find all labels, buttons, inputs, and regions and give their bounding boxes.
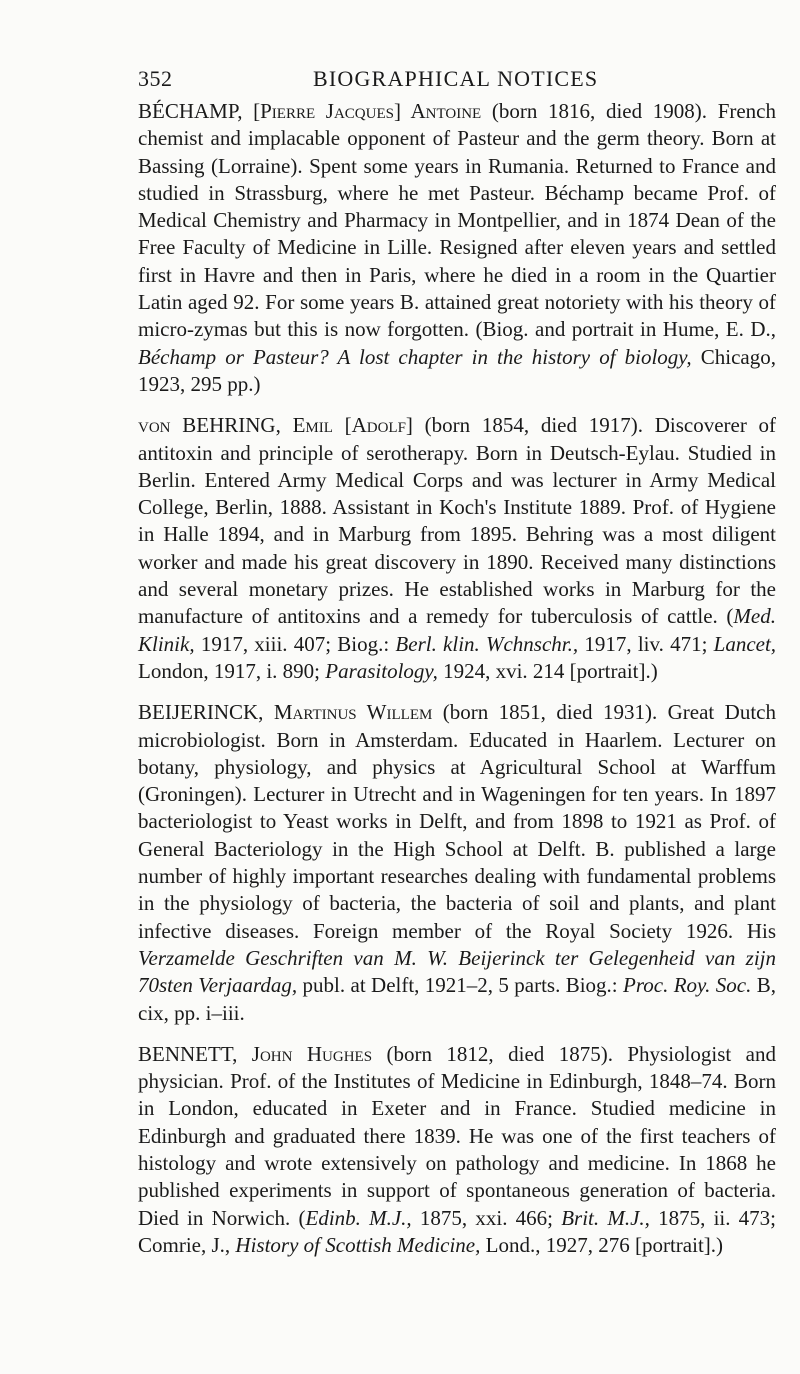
entry-reference-detail: 1875, xxi. 466; [419,1205,553,1230]
page-header [138,66,778,96]
entry-surname: BEIJERINCK, [138,700,264,725]
entry-text: (born 1812, died 1875). Physiologist and physician. Prof. of the Institutes of Medicine in Edinburgh, 1848–74. Born in London, educated in Exeter and in France. Studied medicine in Edinburgh and graduated there 1839. He was one of the first teachers of histology and wrote extensively on pathology and medicine. In 1868 he published experiments in support of spontaneous generation of bacteria. Died in Norwich. ( [138,1041,776,1230]
entry-text: (born 1816, died 1908). French chemist and implacable opponent of Pasteur and the germ theory. Born at Bassing (Lorraine). Spent some years in Rumania. Returned to France and studied in Strassburg, where he met Pasteur. Béchamp became Prof. of Medical Chemistry and Pharmacy in Montpellier, and in 1874 Dean of the Free Faculty of Medicine in Lille. Resigned after eleven years and settled first in Havre and then in Paris, where he died in a room in the Quartier Latin aged 92. For some years B. attained great notoriety with his theory of micro-zymas but this is now forgotten. (Biog. and portrait in Hume, E. D., [138,99,777,342]
entry-italic-title: Proc. Roy. Soc. [623,973,752,998]
entry-italic-title: Verzamelde Geschriften van M. W. Beijerinck ter Gelegenheid van zijn 70sten Verjaardag, [138,945,776,998]
entry-given-names: [Pierre Jacques] Antoine [253,99,482,123]
entry-reference-detail: 1924, xvi. 214 [portrait].) [443,658,658,683]
entry-surname: BÉCHAMP, [138,99,243,123]
entry-given-names: John Hughes [251,1041,373,1066]
entry-behring [138,412,776,685]
entry-reference: Med. Klinik, [138,604,776,656]
entry-surname: BEHRING, [182,413,281,438]
entry-reference: Parasitology, [325,658,438,683]
entry-reference: Edinb. M.J., [305,1205,412,1230]
entry-italic-title: Béchamp or Pasteur? A lost chapter in the history of biology, [138,344,692,369]
entry-reference: Lancet, [713,631,777,656]
notices-body [138,98,776,1273]
entry-reference: Brit. M.J., [561,1205,650,1230]
entry-reference: Berl. klin. Wchnschr., [395,631,579,656]
entry-given-names: Emil [Adolf] [292,413,413,438]
entry-bennett [138,1041,776,1259]
entry-bechamp [138,98,776,398]
entry-mid: publ. at Delft, 1921–2, 5 parts. Biog.: [302,973,618,998]
page-number: 352 [138,66,173,91]
entry-reference-detail: Lond., 1927, 276 [portrait].) [485,1232,724,1257]
running-head: BIOGRAPHICAL NOTICES [313,66,599,91]
entry-tail: B, cix, pp. i–iii. [138,973,777,1025]
entry-text: (born 1854, died 1917). Discoverer of antitoxin and principle of serotherapy. Born in Deutsch-Eylau. Studied in Berlin. Entered Army Medical Corps and was lecturer in Army Medical College, Berlin, 1888. Assistant in Koch's Institute 1889. Prof. of Hygiene in Halle 1894, and in Marburg from 1895. Behring was a most diligent worker and made his great discovery in 1890. Received many distinctions and several monetary prizes. He established works in Marburg for the manufacture of antitoxins and a remedy for tuberculosis of cattle. ( [138,413,777,629]
entry-reference: History of Scottish Medicine, [235,1232,481,1257]
entry-prefix: von [138,413,171,438]
entry-given-names: Martinus Willem [273,700,433,725]
entry-tail: Chicago, 1923, 295 pp.) [138,344,776,396]
entry-reference-detail: London, 1917, i. 890; [138,658,320,683]
entry-beijerinck [138,699,776,1027]
entry-reference-detail: 1875, ii. 473; Comrie, J., [138,1205,777,1257]
entry-surname: BENNETT, [138,1041,238,1066]
entry-text: (born 1851, died 1931). Great Dutch microbiologist. Born in Amsterdam. Educated in Haarlem. Lecturer on botany, physiology, and physics at Agricultural School at Warffum (Groningen). Lecturer in Utrecht and in Wageningen for ten years. In 1897 bacteriologist to Yeast works in Delft, and from 1898 to 1921 as Prof. of General Bacteriology in the High School at Delft. B. published a large number of highly important researches dealing with fundamental problems in the physiology of bacteria, the bacteria of soil and plants, and plant infective diseases. Foreign member of the Royal Society 1926. His [138,700,777,943]
entry-reference-detail: 1917, liv. 471; [584,631,708,656]
entry-reference-detail: 1917, xiii. 407; Biog.: [200,631,390,656]
